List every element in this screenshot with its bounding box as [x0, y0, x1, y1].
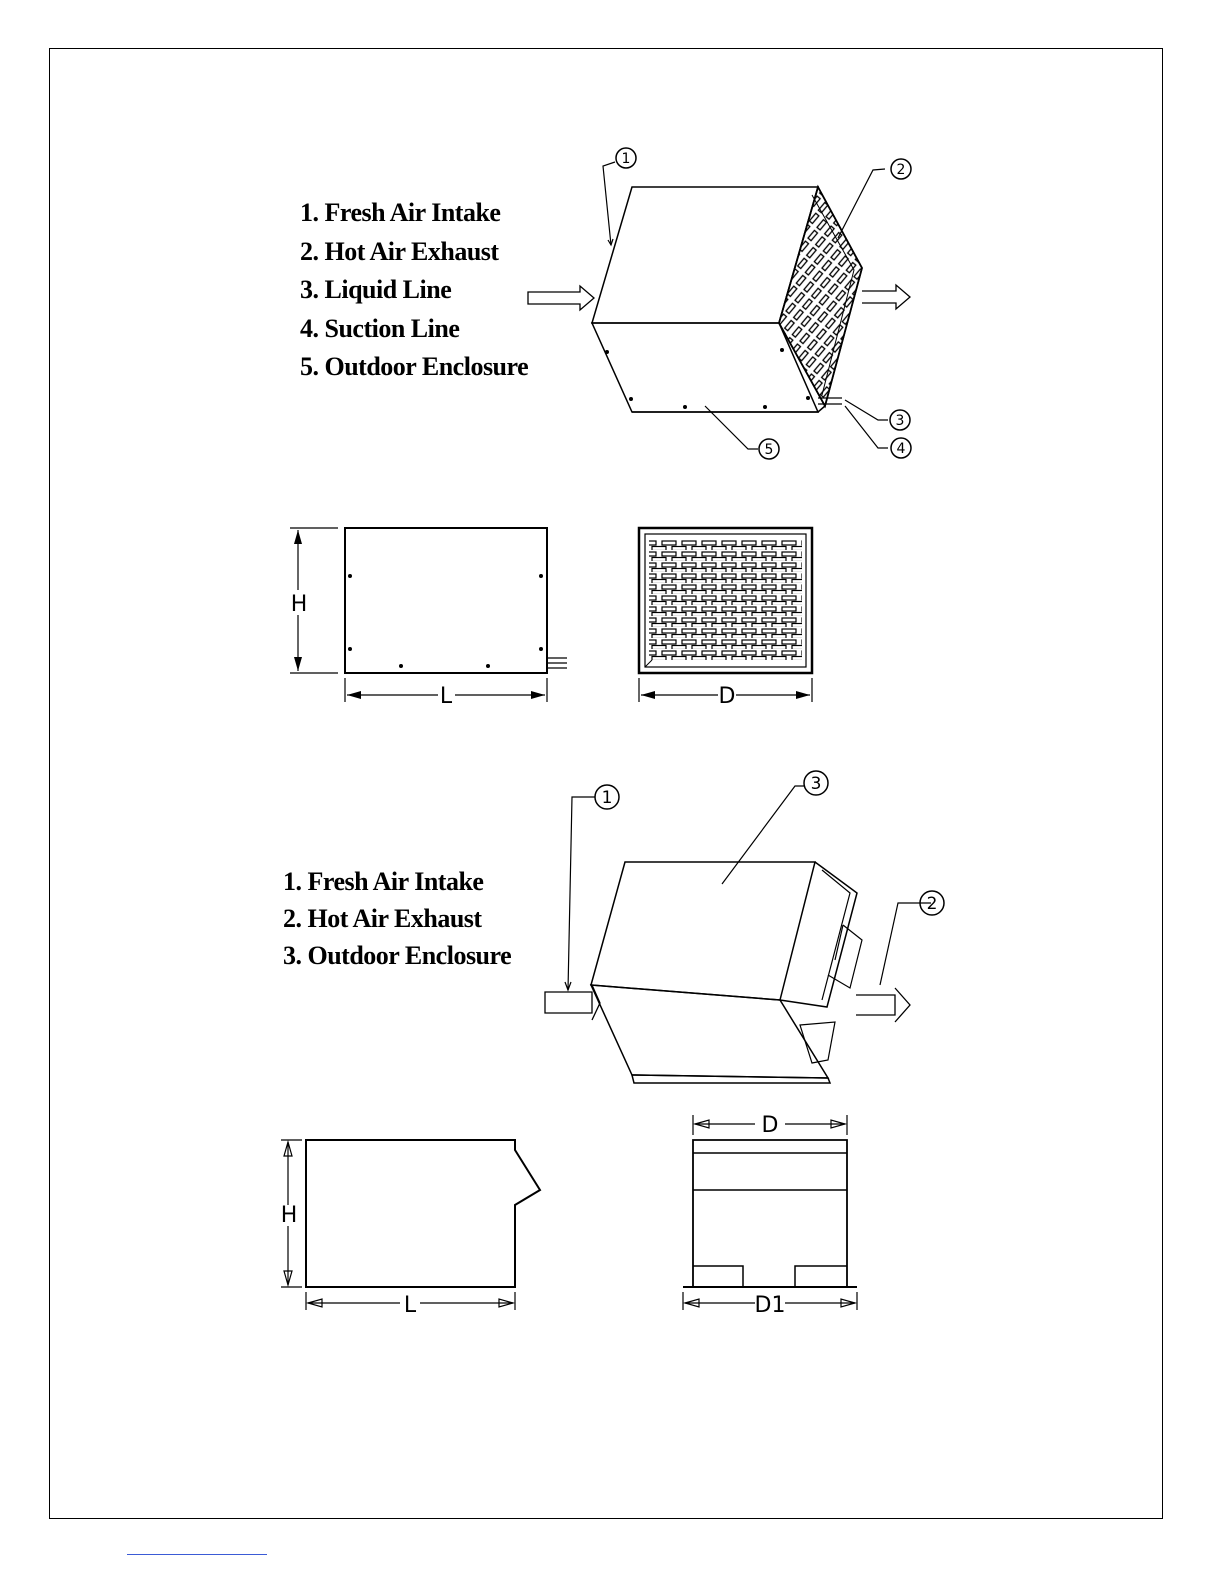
callout-3: 3: [895, 413, 905, 429]
exhaust-arrow: [856, 988, 910, 1022]
unit2-side-view: [281, 1140, 540, 1310]
unit2-dim-length: L: [403, 1293, 417, 1318]
enclosure-front-face: [591, 985, 828, 1078]
unit2-callout-labels: [602, 774, 938, 914]
callout-1: 1: [601, 788, 613, 808]
callout-2: 2: [926, 894, 938, 914]
callout-3: 3: [810, 774, 822, 794]
unit1-grille-view: [639, 528, 812, 702]
unit1-isometric-view: [528, 148, 911, 459]
unit1-side-view: [290, 528, 567, 702]
exhaust-arrow: [862, 285, 910, 309]
enclosure-top-face: [591, 862, 815, 1000]
unit2-dim-depth: D: [761, 1113, 779, 1138]
legend-item-outdoor-enclosure: 3. Outdoor Enclosure: [283, 941, 512, 970]
unit2-dim-depth-base: D1: [754, 1293, 786, 1318]
enclosure-left-bottom-face: [592, 323, 818, 412]
callout-5: 5: [764, 442, 774, 458]
unit2-front-view: [683, 1115, 857, 1310]
screw-dots: [605, 348, 810, 409]
footer-link-underline[interactable]: [127, 1554, 267, 1555]
unit2-dim-height: H: [280, 1203, 298, 1228]
unit2-isometric-view: [545, 771, 944, 1083]
intake-arrow: [528, 286, 594, 310]
legend-item-suction-line: 4. Suction Line: [300, 313, 460, 343]
intake-arrow: [545, 985, 600, 1020]
callout-4: 4: [896, 441, 906, 457]
unit1-dim-length: L: [439, 684, 453, 709]
legend-item-hot-air-exhaust: 2. Hot Air Exhaust: [300, 236, 499, 266]
legend-item-fresh-air-intake: 1. Fresh Air Intake: [283, 867, 484, 896]
legend-item-hot-air-exhaust: 2. Hot Air Exhaust: [283, 904, 482, 933]
unit1-dim-height: H: [290, 592, 308, 617]
legend-item-liquid-line: 3. Liquid Line: [300, 275, 452, 304]
legend-item-fresh-air-intake: 1. Fresh Air Intake: [300, 198, 501, 227]
legend-item-outdoor-enclosure: 5. Outdoor Enclosure: [300, 352, 529, 381]
callout-1: 1: [621, 151, 631, 167]
unit1-dim-depth: D: [718, 684, 736, 709]
callout-2: 2: [896, 162, 906, 178]
exhaust-grille-face: [779, 187, 862, 406]
